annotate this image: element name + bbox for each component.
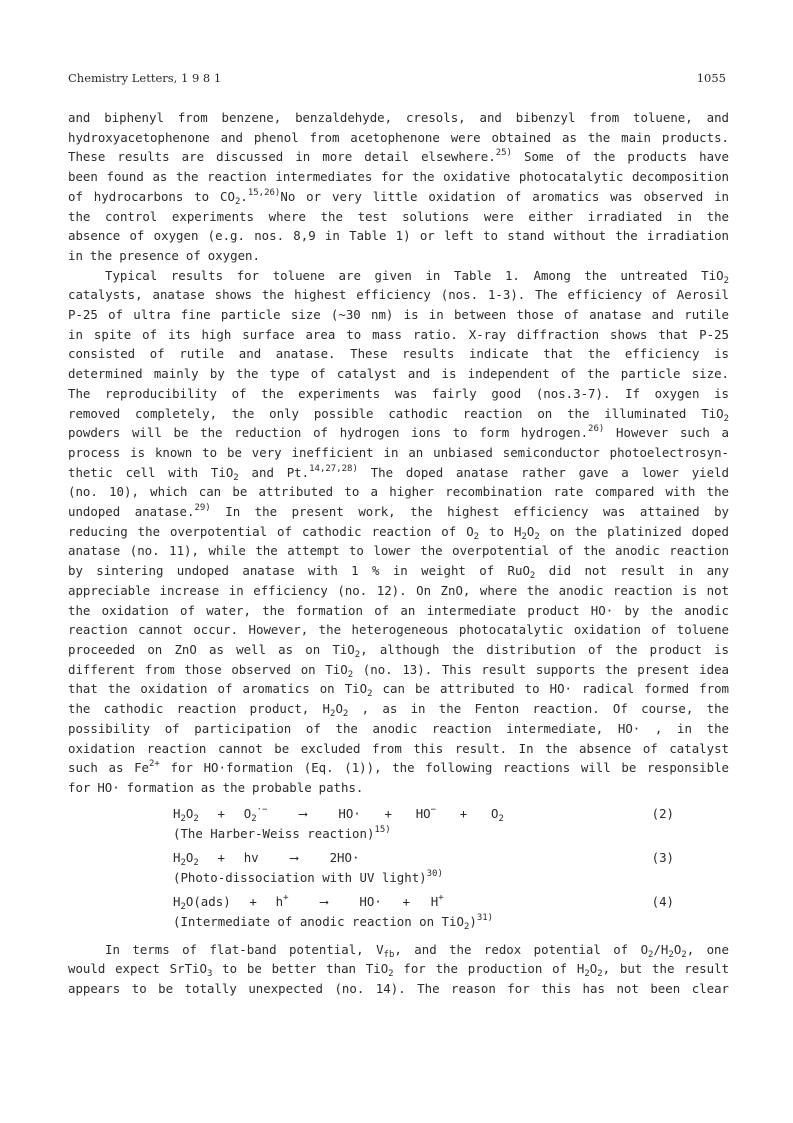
text-line: such as $Fe^{2+}$ for HO·formation (Eq. (1)), the following reactions will be responsible	[68, 759, 729, 776]
citation: 26)	[588, 424, 605, 435]
equation-number: (2)	[651, 805, 674, 821]
text-line: thetic cell with TiO$_2$ and Pt.$^{14,27,28)}$ The doped anatase rather gave a lower yield	[68, 463, 729, 483]
page-number: 1055	[696, 71, 726, 85]
text-line: reducing the overpotential of cathodic reaction of $O_2$ to $H_2O_2$ on the platinized doped	[68, 523, 729, 542]
reaction-arrow: ⟶	[290, 849, 298, 865]
text-line: determined mainly by the type of catalyst and is independent of the particle size.	[68, 366, 729, 382]
text-line: different from those observed on TiO$_2$ (no. 13). This result supports the present idea	[68, 661, 729, 680]
text-line: reaction cannot occur. However, the heterogeneous photocatalytic oxidation of toluene	[68, 622, 729, 638]
paragraph-3	[68, 940, 729, 999]
text-line: anatase (no. 11), while the attempt to lower the overpotential of the anodic reaction	[68, 543, 729, 559]
text-line: by sintering undoped anatase with 1 % in weight of RuO$_2$ did not result in any	[68, 563, 729, 582]
equation-3: $H_2O_2$ + hv ⟶ 2HO· (3)	[173, 849, 674, 868]
text-line: oxidation reaction cannot be excluded from this result. In the absence of catalyst	[68, 740, 729, 756]
text-line: P-25 of ultra fine particle size (~30 nm) is in between those of anatase and rutile	[68, 307, 729, 323]
text-line: for HO· formation as the probable paths.	[68, 779, 364, 795]
text-line: the oxidation of water, the formation of an intermediate product HO· by the anodic	[68, 602, 729, 618]
equation-number: (3)	[651, 849, 674, 865]
text-line: removed completely, the only possible cathodic reaction on the illuminated TiO$_2$	[68, 405, 729, 424]
citation: 15,26)	[247, 187, 281, 198]
text-line: proceeded on ZnO as well as on TiO$_2$, although the distribution of the product is	[68, 641, 729, 660]
text-line: (no. 10), which can be attributed to a higher recombination rate compared with the	[68, 484, 729, 500]
equation-2: $H_2O_2 + O_2^{\cdot-}$ ⟶ $HO\cdot + HO^- + O_2$ (2)	[173, 804, 674, 824]
reaction-arrow: ⟶	[299, 805, 307, 821]
text-line: Typical results for toluene are given in Table 1. Among the untreated TiO$_2$	[105, 267, 729, 286]
text-line: In terms of flat-band potential, $V_{fb}$, and the redox potential of $O_2/H_2O_2$, one	[105, 941, 729, 960]
equation-number: (4)	[651, 893, 674, 909]
text-line: in the presence of oxygen.	[68, 247, 260, 263]
text-line: appreciable increase in efficiency (no. 12). On ZnO, where the anodic reaction is not	[68, 582, 729, 598]
citation: 25)	[495, 148, 512, 159]
text-line: consisted of rutile and anatase. These results indicate that the efficiency is	[68, 346, 729, 362]
text-line: would expect SrTiO$_3$ to be better than TiO$_2$ for the production of $H_2O_2$, but the result	[68, 961, 729, 980]
paragraph-2	[68, 266, 729, 798]
reaction-arrow: ⟶	[320, 893, 328, 909]
text-line: been found as the reaction intermediates for the oxidative photocatalytic decomposition	[68, 169, 729, 185]
text-line: of hydrocarbons to $CO_2.^{15,26)}No$ or very little oxidation of aromatics was observed in	[68, 187, 729, 207]
text-line: process is known to be very inefficient in an unbiased semiconductor photoelectrosyn-	[68, 444, 729, 460]
text-line: and biphenyl from benzene, benzaldehyde, cresols, and bibenzyl from toluene, and	[68, 110, 729, 125]
journal-name: Chemistry Letters, 1 9 8 1	[68, 71, 222, 85]
equation-note: (The Harber-Weiss reaction)$^{15)}$	[173, 824, 391, 841]
running-header	[68, 71, 726, 87]
text-line: that the oxidation of aromatics on TiO$_2$ can be attributed to HO· radical formed from	[68, 681, 729, 700]
equation-4: $H_2O(ads) + h^+$ ⟶ HO· + H+ (4)	[173, 892, 674, 912]
text-line: These results are discussed in more detail elsewhere.$^{25)}$ Some of the products have	[68, 148, 729, 165]
equation-block	[173, 804, 729, 936]
text-line: The reproducibility of the experiments was fairly good (nos.3-7). If oxygen is	[68, 385, 729, 401]
text-line: possibility of participation of the anodic reaction intermediate, HO· , in the	[68, 720, 729, 736]
text-line: absence of oxygen (e.g. nos. 8,9 in Table 1) or left to stand without the irradiation	[68, 228, 729, 244]
text-line: in spite of its high surface area to mass ratio. X-ray diffraction shows that P-25	[68, 326, 729, 342]
text-line: the control experiments where the test solutions were either irradiated in the	[68, 208, 729, 224]
citation: 29)	[194, 503, 211, 514]
text-line: catalysts, anatase shows the highest efficiency (nos. 1-3). The efficiency of Aerosil	[68, 287, 729, 303]
text-line: the cathodic reaction product, $H_2O_2$ , as in the Fenton reaction. Of course, the	[68, 701, 730, 720]
equation-note: (Intermediate of anodic reaction on TiO$_2$)$^{31)}$	[173, 912, 494, 932]
article-body	[68, 108, 729, 999]
text-line: undoped anatase.$^{29)}$ In the present work, the highest efficiency was attained by	[68, 503, 730, 520]
paragraph-1	[68, 108, 729, 266]
citation: 14,27,28)	[309, 463, 358, 474]
text-line: appears to be totally unexpected (no. 14). The reason for this has not been clear	[68, 981, 729, 997]
text-line: hydroxyacetophenone and phenol from acetophenone were obtained as the main products.	[68, 129, 729, 145]
equation-note: (Photo-dissociation with UV light)$^{30)}$	[173, 868, 443, 885]
text-line: powders will be the reduction of hydrogen ions to form hydrogen.$^{26)}$ However such a	[68, 424, 729, 441]
